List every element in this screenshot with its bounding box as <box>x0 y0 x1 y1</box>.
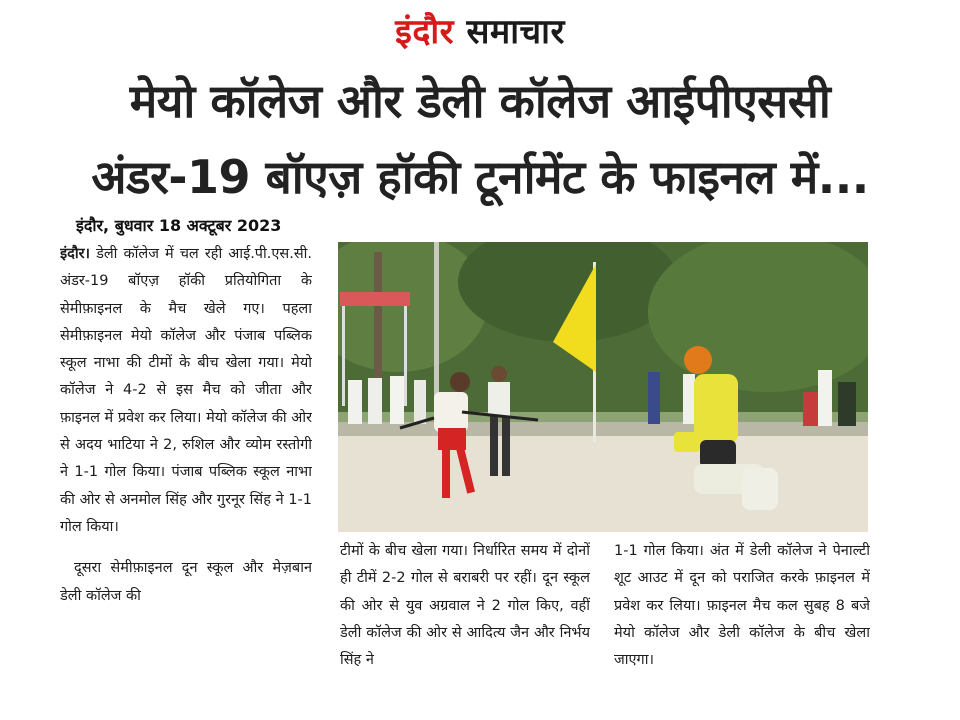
masthead <box>0 8 960 56</box>
photo-canopy-pole-left <box>342 306 345 406</box>
headline-line-2: अंडर-19 बॉएज़ हॉकी टूर्नामेंट के फाइनल में... <box>91 150 869 204</box>
masthead-paper: समाचार <box>466 12 565 52</box>
headline-line-1: मेयो कॉलेज और डेली कॉलेज आईपीएससी <box>129 74 831 128</box>
masthead-city: इंदौर <box>395 12 455 52</box>
dateline: इंदौर, बुधवार 18 अक्टूबर 2023 <box>76 216 282 235</box>
article-paragraph-1-text: डेली कॉलेज में चल रही आई.पी.एस.सी. अंडर-19 बॉएज़ हॉकी प्रतियोगिता के सेमीफ़ाइनल के मैच खेले गए। पहला सेमीफ़ाइनल मेयो कॉलेज और पंजाब पब्लिक स्कूल नाभा की टीमों के बीच खेला गया। मेयो कॉलेज ने 4-2 से इस मैच को जीता और फ़ाइनल में प्रवेश कर लिया। मेयो कॉलेज की ओर से अदय भाटिया ने 2, रुशिल और व्योम रस्तोगी ने 1-1 गोल किया। पंजाब पब्लिक स्कूल नाभा की ओर से अनमोल सिंह और गुरनूर सिंह ने 1-1 गोल किया। <box>60 246 312 535</box>
article-column-3: 1-1 गोल किया। अंत में डेली कॉलेज ने पेनाल्टी शूट आउट में दून को पराजित करके फ़ाइनल में प्रवेश कर लिया। फ़ाइनल मैच कल सुबह 8 बजे मेयो कॉलेज और डेली कॉलेज के बीच खेला जाएगा। <box>614 543 870 669</box>
photo-canopy-pole-right <box>404 306 407 406</box>
hockey-match-photo <box>338 242 868 532</box>
photo-pitch <box>338 432 868 532</box>
article-column-2: टीमों के बीच खेला गया। निर्धारित समय में दोनों ही टीमें 2-2 गोल से बराबरी पर रहीं। दून स्कूल की ओर से युव अग्रवाल ने 2 गोल किए, वहीं डेली कॉलेज की ओर से आदित्य जैन और निर्भय सिंह ने <box>340 543 590 669</box>
photo-canopy <box>340 292 410 306</box>
article-column-1 <box>60 241 312 711</box>
hockey-match-photo-illustration <box>338 242 868 532</box>
article-lead: इंदौर। <box>60 246 91 262</box>
article-paragraph-2: दूसरा सेमीफ़ाइनल दून स्कूल और मेज़बान डेली कॉलेज की <box>60 560 312 604</box>
article-paragraph-1 <box>60 241 312 541</box>
